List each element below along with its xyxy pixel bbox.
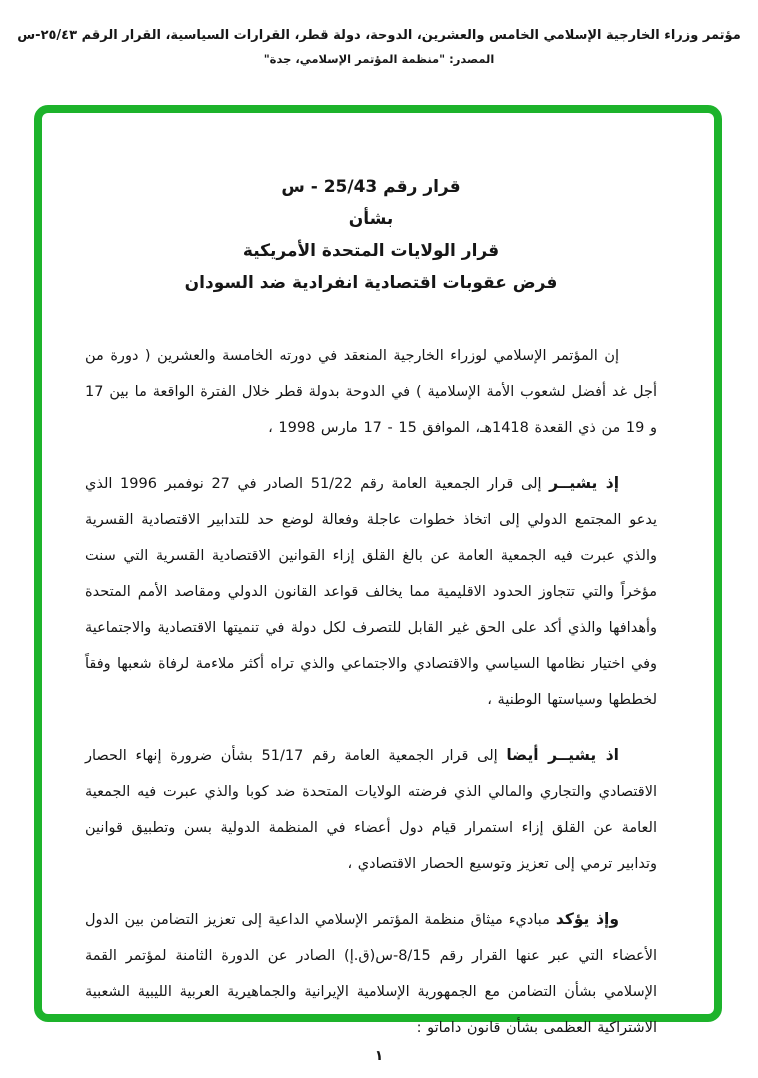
paragraph-recalling-5117 [85, 737, 657, 882]
paragraph-text: إن المؤتمر الإسلامي لوزراء الخارجية المنعقد في دورته الخامسة والعشرين ( دورة من أجل غد أفضل لشعوب الأمة الإسلامية ) في الدوحة بدولة قطر خلال الفترة الواقعة ما بين 17 و 19 من ذي القعدة 1418هـ، الموافق 15 - 17 مارس 1998 ، [85, 348, 657, 436]
paragraph-text: إلى قرار الجمعية العامة رقم 51/17 بشأن ضرورة إنهاء الحصار الاقتصادي والتجاري والمالي الذي فرضته الولايات المتحدة ضد كوبا والذي عبرت فيه الجمعية العامة عن القلق إزاء استمرار قيام دول أعضاء في المنظمة الدولية بسن وتطبيق قوانين وتدابير ترمي إلى تعزيز وتوسيع الحصار الاقتصادي ، [85, 748, 657, 872]
paragraph-affirming-charter [85, 901, 657, 1046]
page-number: ١ [374, 1048, 384, 1064]
resolution-title-block [85, 171, 657, 299]
paragraph-preamble [85, 337, 657, 446]
resolution-regarding-line: بشأن [348, 209, 394, 229]
paragraph-lead: اذ يشيــر أيضا [506, 746, 619, 764]
resolution-subject-line1: قرار الولايات المتحدة الأمريكية [242, 241, 500, 261]
document-body [42, 113, 714, 1065]
resolution-number-line: قرار رقم 25/43 - س [281, 177, 461, 197]
header-source-line: مؤتمر وزراء الخارجية الإسلامي الخامس والعشرين، الدوحة، دولة قطر، القرارات السياسية، القرار الرقم ٢٥/٤٣-س [17, 28, 741, 43]
resolution-subject-line2: فرض عقوبات اقتصادية انفرادية ضد السودان [184, 273, 558, 293]
document-header [0, 26, 758, 68]
header-publisher-line: المصدر: "منظمة المؤتمر الإسلامي، جدة" [263, 52, 495, 66]
paragraph-lead: وإذ يؤكد [555, 910, 620, 928]
paragraph-text: مباديء ميثاق منظمة المؤتمر الإسلامي الداعية إلى تعزيز التضامن بين الدول الأعضاء التي عبر عنها القرار رقم 8/15-س(ق.إ) الصادر عن الدورة الثامنة لمؤتمر القمة الإسلامي بشأن التضامن مع الجمهورية الإسلامية الإيرانية والجماهيرية العربية الليبية الشعبية الاشتراكية العظمى بشأن قانون داماتو : [85, 912, 657, 1036]
paragraph-text: إلى قرار الجمعية العامة رقم 51/22 الصادر في 27 نوفمبر 1996 الذي يدعو المجتمع الدولي إلى اتخاذ خطوات عاجلة وفعالة لوضع حد للتدابير الاقتصادية القسرية والذي عبرت فيه الجمعية العامة عن بالغ القلق إزاء القوانين الاقتصادية القسرية التي سنت مؤخراً والتي تتجاوز الحدود الاقليمية مما يخالف قواعد القانون الدولي ومقاصد الأمم المتحدة وأهدافها والذي أكد على الحق غير القابل للتصرف لكل دولة في تنميتها الاقتصادية والاجتماعية وفي اختيار نظامها السياسي والاقتصادي والاجتماعي والذي تراه أكثر ملاءمة لرفاة شعبها وفقاً لخططها وسياستها الوطنية ، [85, 476, 657, 708]
paragraph-recalling-5122 [85, 465, 657, 718]
paragraph-lead: إذ يشيــر [549, 474, 620, 492]
